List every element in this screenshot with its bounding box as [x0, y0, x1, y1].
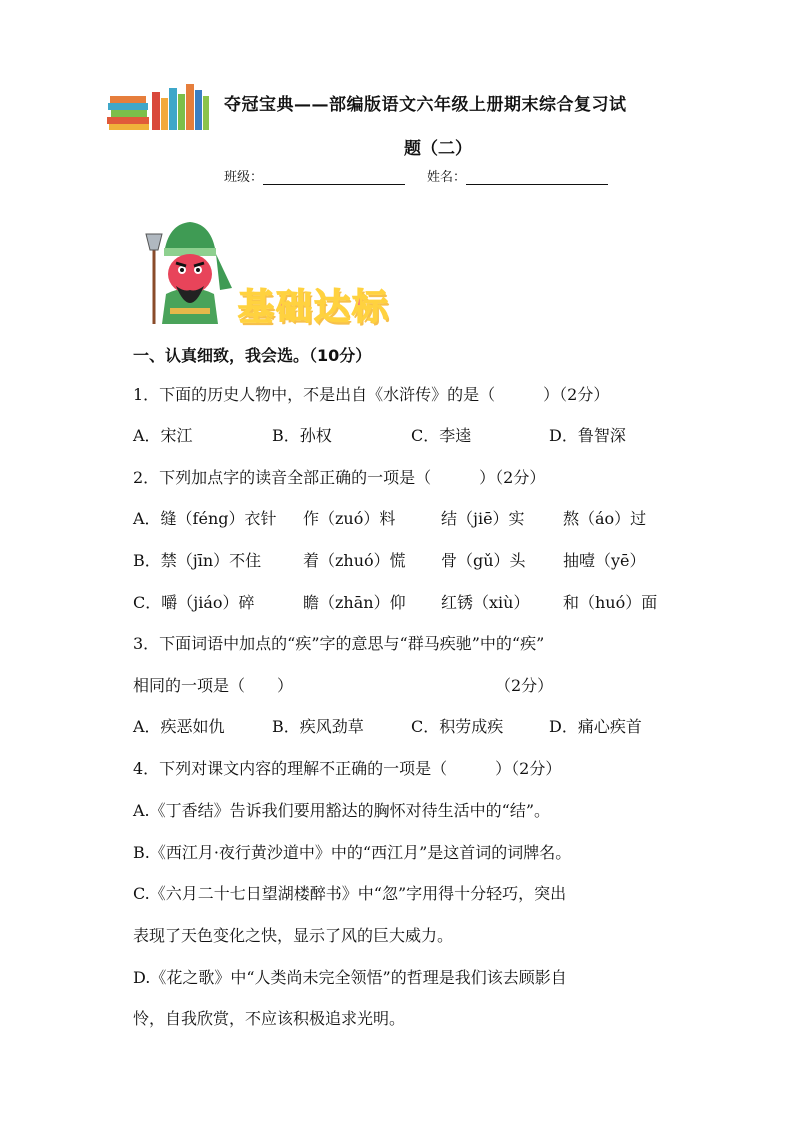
class-field	[224, 166, 405, 185]
q2-option-a-row[interactable]	[133, 509, 733, 529]
q2-b-item-4: 抽噎（yē）	[563, 551, 646, 570]
question-2-stem: 2．下列加点字的读音全部正确的一项是（ ）（2分）	[133, 468, 546, 487]
name-blank[interactable]	[466, 170, 608, 185]
q2-a-item-2: 作（zuó）料	[303, 509, 396, 528]
q4-option-b[interactable]: B.《西江月·夜行黄沙道中》中的“西江月”是这首词的词牌名。	[133, 843, 572, 862]
q2-a-item-4: 熬（áo）过	[563, 509, 647, 528]
section-heading: 一、认真细致，我会选。（10分）	[133, 346, 372, 365]
q2-c-item-4: 和（huó）面	[563, 593, 658, 612]
cartoon-general-icon	[140, 220, 240, 326]
question-3-points: （2分）	[495, 676, 554, 695]
question-4-stem: 4．下列对课文内容的理解不正确的一项是（ ）（2分）	[133, 759, 562, 778]
q4-option-c-line2: 表现了天色变化之快，显示了风的巨大威力。	[133, 926, 454, 945]
q2-c-item-2: 瞻（zhān）仰	[303, 593, 406, 612]
q1-option-a[interactable]: A．宋江	[133, 426, 193, 445]
name-field	[427, 166, 608, 185]
q2-a-item-3: 结（jiē）实	[441, 509, 525, 528]
q2-c-item-1: C．嚼（jiáo）碎	[133, 593, 255, 612]
q2-a-item-1: A．缝（féng）衣针	[133, 509, 277, 528]
q4-option-d-line1[interactable]: D.《花之歌》中“人类尚未完全领悟”的哲理是我们该去顾影自	[133, 968, 567, 987]
q4-option-c-line1[interactable]: C.《六月二十七日望湖楼醉书》中“忽”字用得十分轻巧，突出	[133, 884, 567, 903]
q2-b-item-1: B．禁（jīn）不住	[133, 551, 262, 570]
q2-option-b-row[interactable]	[133, 551, 733, 571]
question-1-options	[133, 426, 733, 446]
class-label: 班级：	[224, 170, 264, 185]
question-3-stem-line2: 相同的一项是（ ）	[133, 676, 294, 695]
q1-option-b[interactable]: B．孙权	[272, 426, 332, 445]
q3-option-c[interactable]: C．积劳成疾	[411, 717, 504, 736]
q4-option-a[interactable]: A.《丁香结》告诉我们要用豁达的胸怀对待生活中的“结”。	[133, 801, 551, 820]
question-3-options	[133, 717, 733, 737]
books-illustration-icon	[106, 82, 210, 132]
class-blank[interactable]	[263, 170, 405, 185]
question-3-stem-line1: 3．下面词语中加点的“疾”字的意思与“群马疾驰”中的“疾”	[133, 634, 545, 653]
q1-option-d[interactable]: D．鲁智深	[549, 426, 626, 445]
document-title-line2: 题（二）	[404, 139, 472, 159]
banner-basic-standards: 基础达标	[238, 287, 391, 328]
q3-option-d[interactable]: D．痛心疾首	[549, 717, 642, 736]
q4-option-d-line2: 怜，自我欣赏，不应该积极追求光明。	[133, 1009, 406, 1028]
question-1-stem: 1．下面的历史人物中，不是出自《水浒传》的是（ ）（2分）	[133, 385, 610, 404]
q2-c-item-3: 红锈（xiù）	[441, 593, 530, 612]
q2-b-item-3: 骨（gǔ）头	[441, 551, 526, 570]
q3-option-b[interactable]: B．疾风劲草	[272, 717, 364, 736]
q2-b-item-2: 着（zhuó）慌	[303, 551, 406, 570]
q3-option-a[interactable]: A．疾恶如仇	[133, 717, 225, 736]
name-label: 姓名：	[427, 170, 467, 185]
q1-option-c[interactable]: C．李逵	[411, 426, 472, 445]
document-title-line1: 夺冠宝典——部编版语文六年级上册期末综合复习试	[224, 95, 627, 115]
q2-option-c-row[interactable]	[133, 593, 733, 613]
